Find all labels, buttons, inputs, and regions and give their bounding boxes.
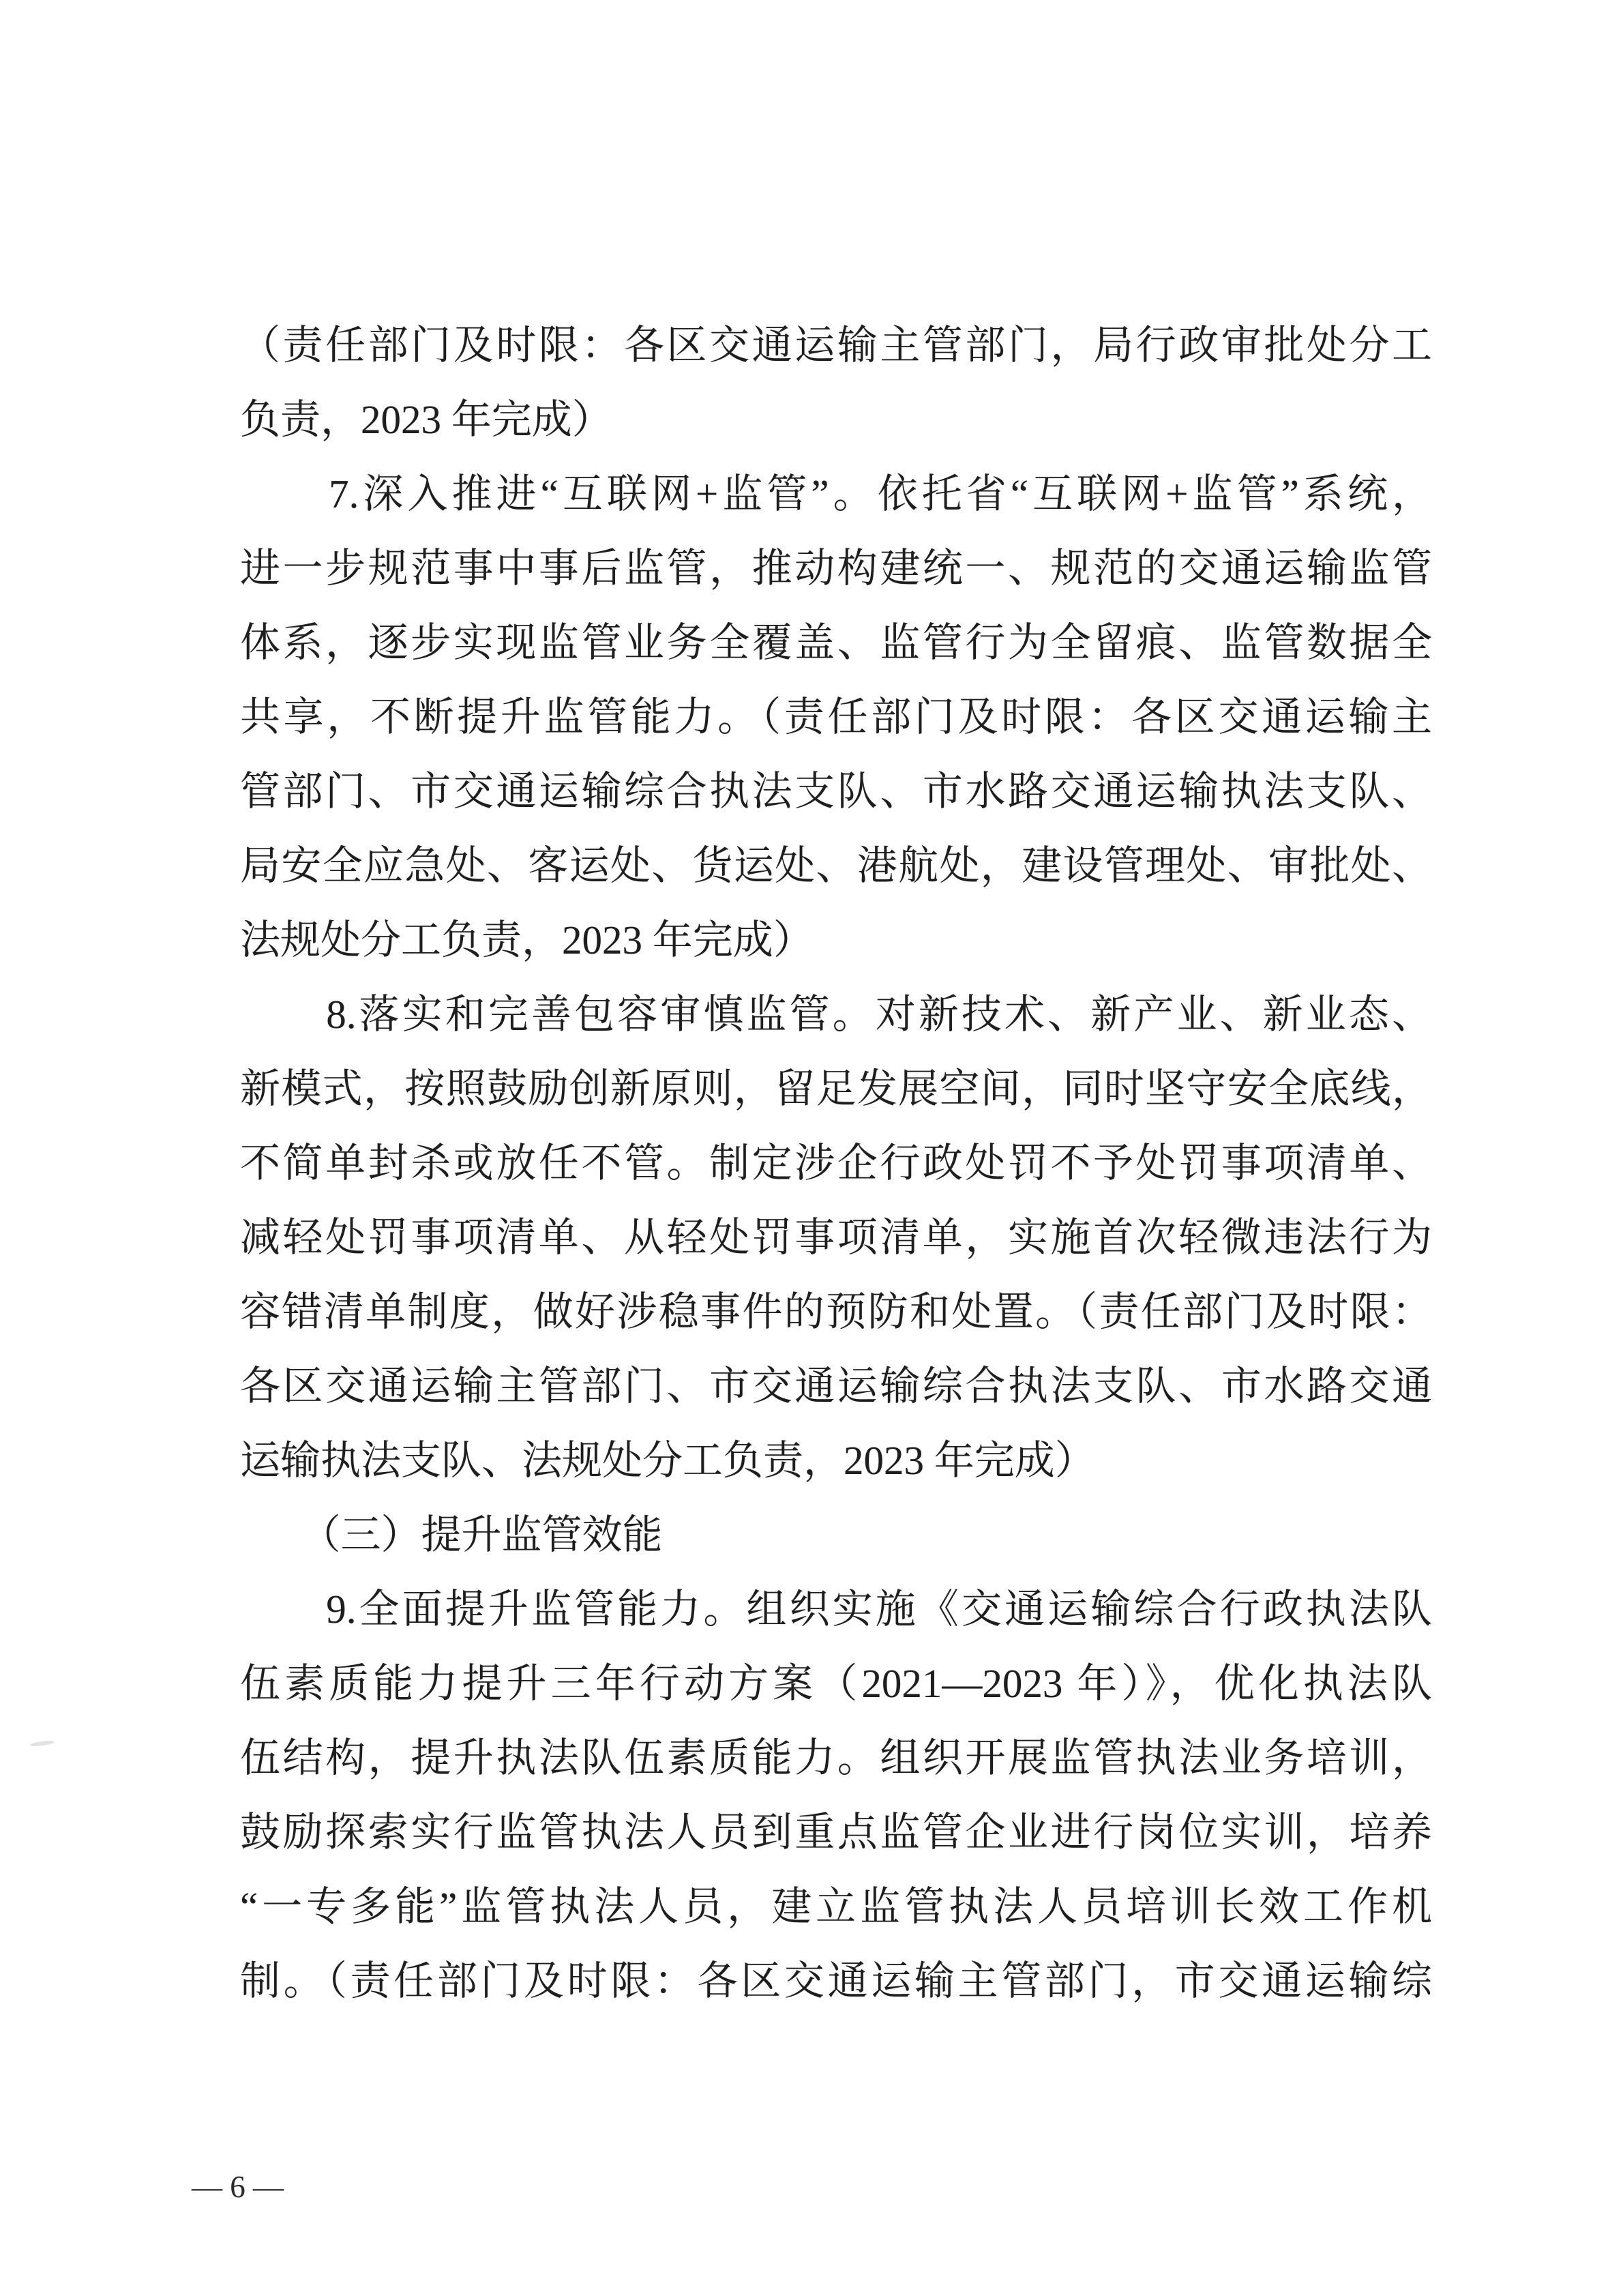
text-line: 伍素质能力提升三年行动方案（2021—2023 年）》，优化执法队 (240, 1661, 1432, 1706)
page-number: — 6 — (192, 2170, 284, 2204)
text-line: 管部门、市交通运输综合执法支队、市水路交通运输执法支队、 (240, 769, 1432, 814)
text-line: 负责，2023 年完成） (240, 397, 612, 442)
text-line: 体系，逐步实现监管业务全覆盖、监管行为全留痕、监管数据全 (240, 620, 1432, 665)
body-text (240, 308, 1432, 2018)
scan-artifact-speck (30, 1740, 55, 1747)
text-line: 9.全面提升监管能力。组织实施《交通运输综合行政执法队 (240, 1587, 1432, 1632)
text-line: 制。（责任部门及时限：各区交通运输主管部门，市交通运输综 (240, 1958, 1432, 2003)
text-line: 共享，不断提升监管能力。（责任部门及时限：各区交通运输主 (240, 694, 1432, 739)
text-line: 各区交通运输主管部门、市交通运输综合执法支队、市水路交通 (240, 1364, 1432, 1409)
text-line: 伍结构，提升执法队伍素质能力。组织开展监管执法业务培训， (240, 1735, 1432, 1780)
text-line: 7.深入推进“互联网+监管”。依托省“互联网+监管”系统， (240, 471, 1432, 516)
text-line: “一专多能”监管执法人员，建立监管执法人员培训长效工作机 (240, 1884, 1432, 1929)
text-line: （三）提升监管效能 (240, 1512, 663, 1557)
text-line: 不简单封杀或放任不管。制定涉企行政处罚不予处罚事项清单、 (240, 1140, 1432, 1186)
text-line: 进一步规范事中事后监管，推动构建统一、规范的交通运输监管 (240, 546, 1432, 591)
text-line: 容错清单制度，做好涉稳事件的预防和处置。（责任部门及时限： (240, 1289, 1432, 1334)
text-line: 鼓励探索实行监管执法人员到重点监管企业进行岗位实训，培养 (240, 1810, 1432, 1855)
text-line: 局安全应急处、客运处、货运处、港航处，建设管理处、审批处、 (240, 843, 1432, 888)
text-line: 8.落实和完善包容审慎监管。对新技术、新产业、新业态、 (240, 992, 1432, 1037)
text-line: 法规处分工负责，2023 年完成） (240, 917, 814, 962)
text-line: （责任部门及时限：各区交通运输主管部门，局行政审批处分工 (240, 323, 1432, 368)
text-line: 减轻处罚事项清单、从轻处罚事项清单，实施首次轻微违法行为 (240, 1215, 1432, 1260)
text-line: 运输执法支队、法规处分工负责，2023 年完成） (240, 1438, 1095, 1483)
text-line: 新模式，按照鼓励创新原则，留足发展空间，同时坚守安全底线， (240, 1066, 1432, 1111)
